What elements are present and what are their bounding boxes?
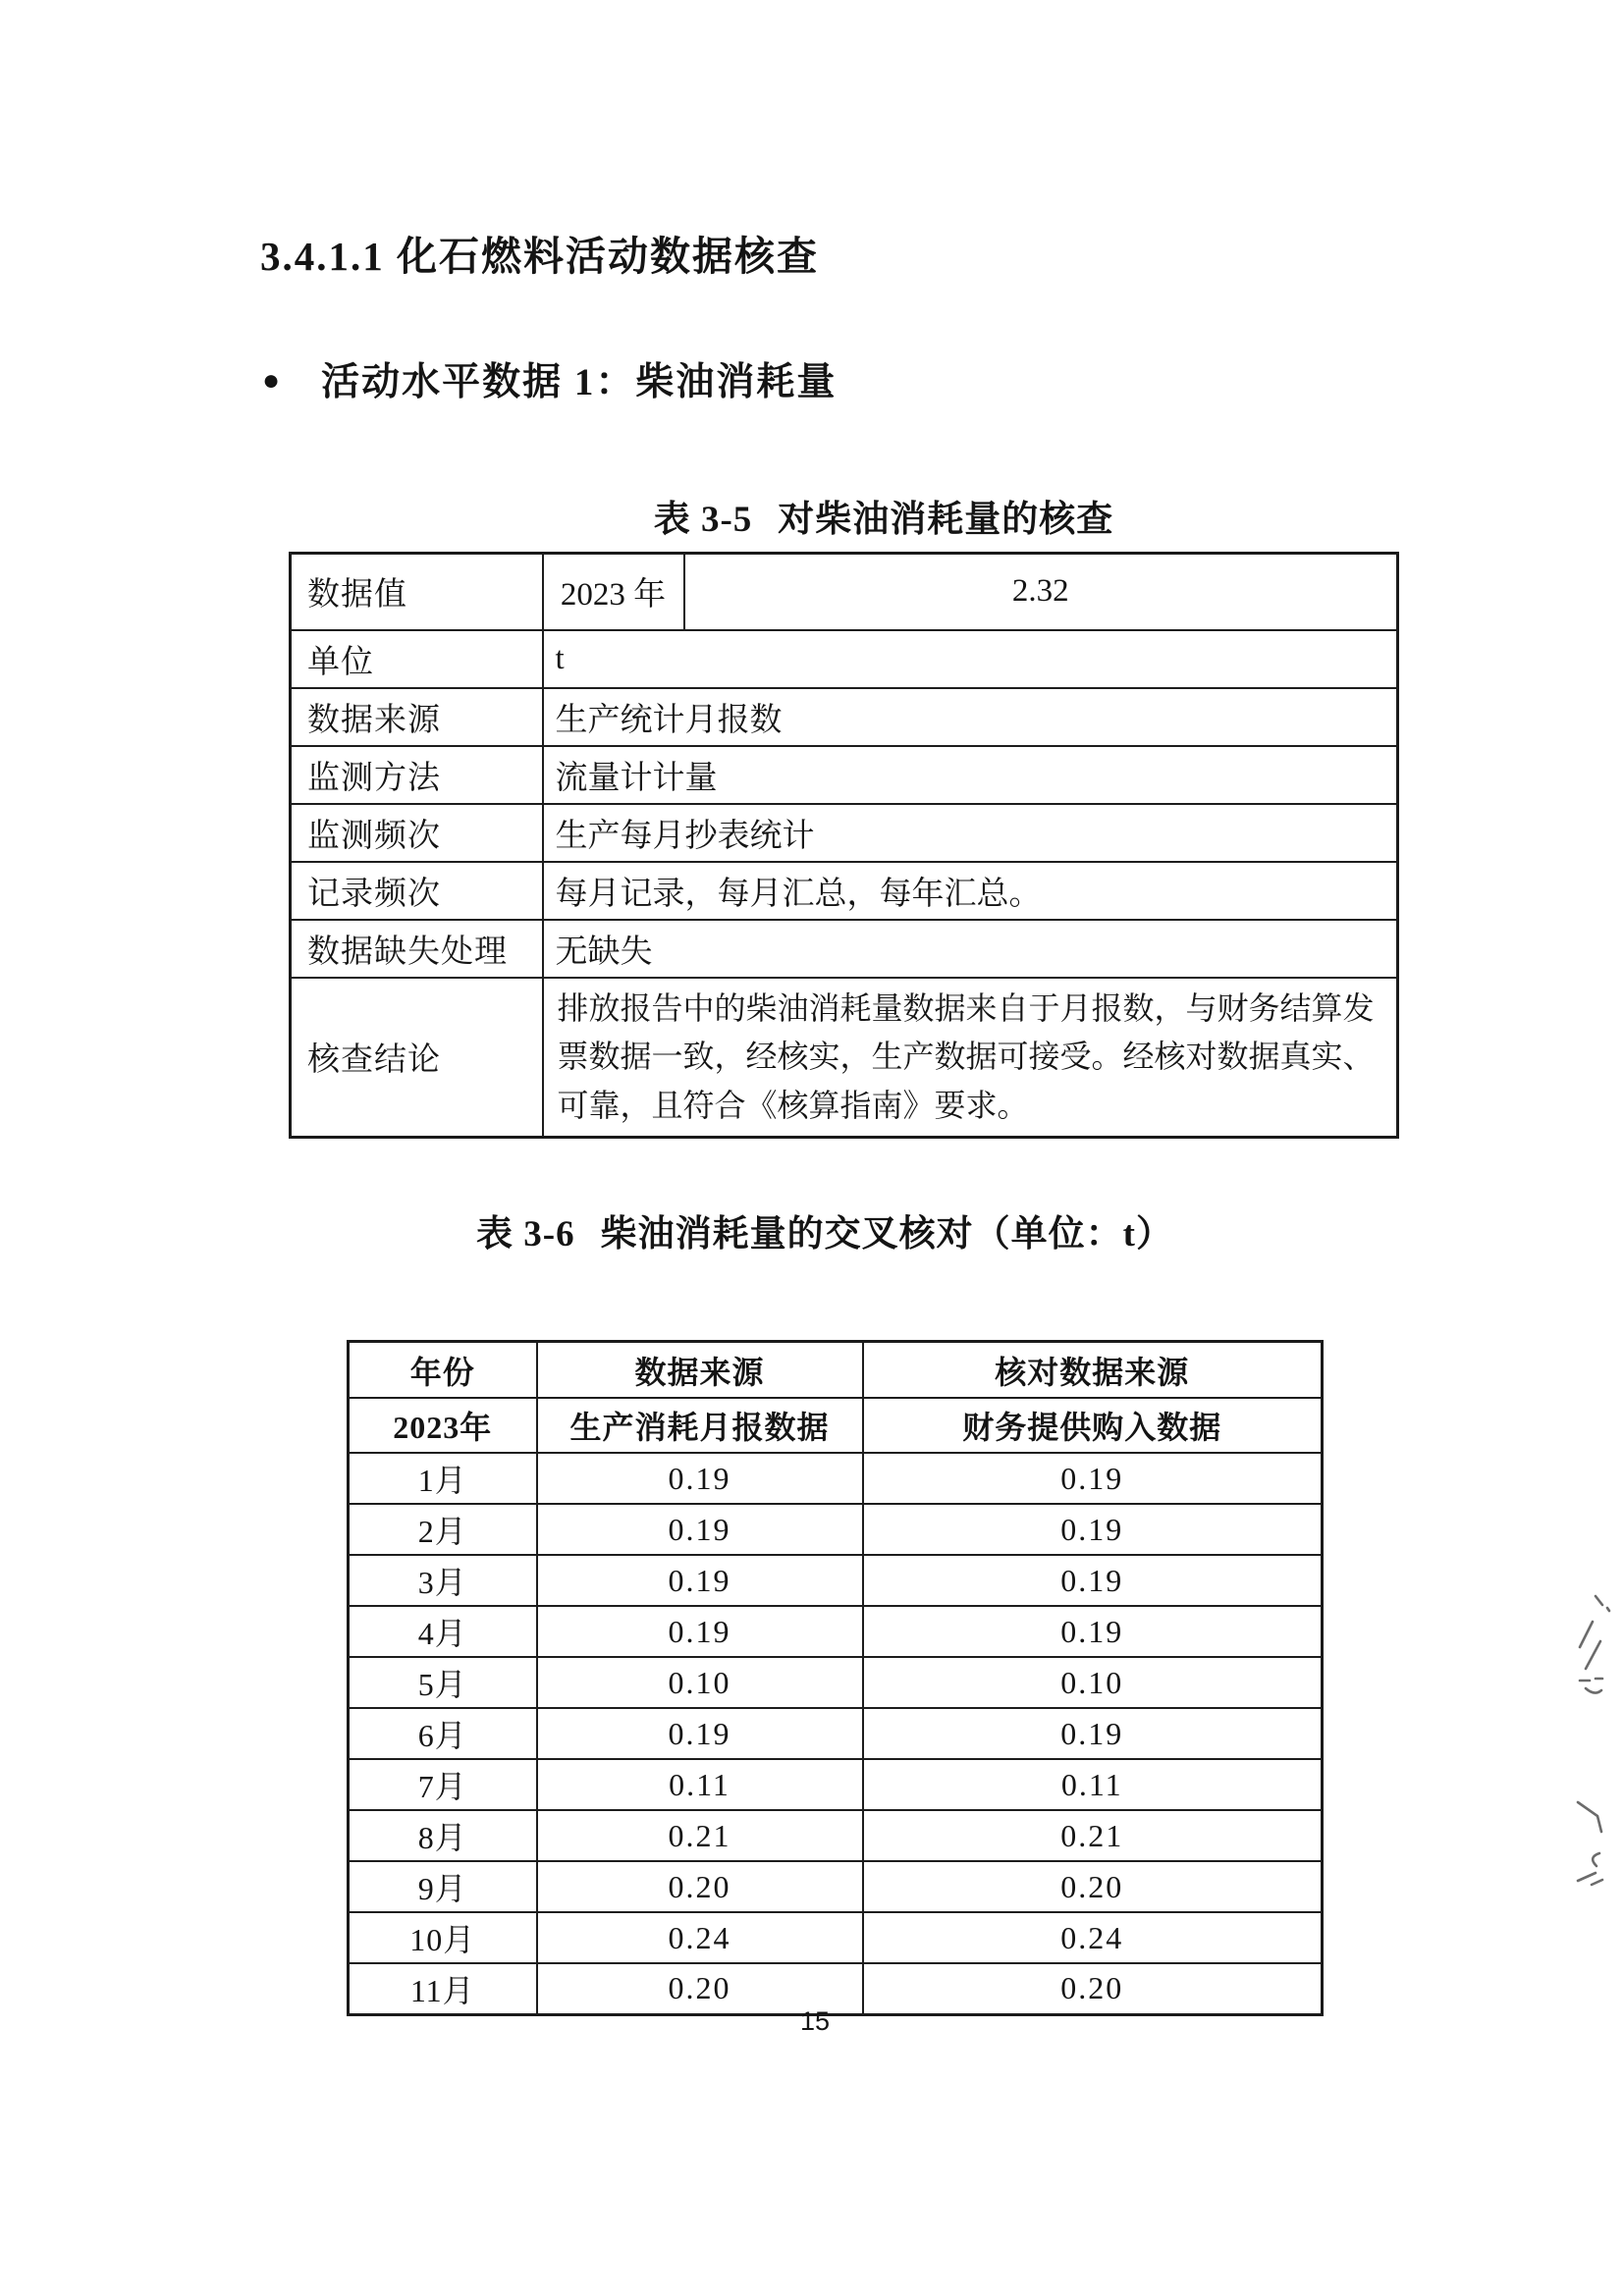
table-row: [349, 1657, 1323, 1708]
table-3-6-cross-check: [347, 1340, 1324, 2016]
t36-month-cell: 11月: [349, 1963, 537, 2014]
t36-month-cell: 2月: [349, 1504, 537, 1555]
t35-row-label: 记录频次: [291, 862, 543, 920]
t36-month-cell: 3月: [349, 1555, 537, 1606]
t36-value-cell: 0.24: [863, 1912, 1323, 1963]
t36-value-cell: 0.21: [537, 1810, 863, 1861]
table-row: [291, 688, 1398, 746]
table-row: [291, 978, 1398, 1138]
t36-month-cell: 8月: [349, 1810, 537, 1861]
t36-value-cell: 0.19: [863, 1708, 1323, 1759]
t36-value-cell: 0.19: [537, 1453, 863, 1504]
t36-subheader-cell: 生产消耗月报数据: [537, 1398, 863, 1453]
t36-month-cell: 7月: [349, 1759, 537, 1810]
t36-header-cell: 年份: [349, 1342, 537, 1399]
t35-value-cell: 生产统计月报数: [543, 688, 1398, 746]
table-row: [349, 1555, 1323, 1606]
table-row: [291, 746, 1398, 804]
t35-value-cell: 无缺失: [543, 920, 1398, 978]
table-header-row: [349, 1342, 1323, 1399]
section-heading: 3.4.1.1 化石燃料活动数据核查: [260, 234, 819, 279]
t36-value-cell: 0.19: [537, 1606, 863, 1657]
t35-year-cell: 2023 年: [543, 554, 684, 630]
t36-value-cell: 0.20: [863, 1861, 1323, 1912]
t36-value-cell: 0.20: [537, 1963, 863, 2014]
table-row: [291, 630, 1398, 688]
t35-row-label: 数据值: [291, 554, 543, 630]
t36-value-cell: 0.21: [863, 1810, 1323, 1861]
t36-value-cell: 0.19: [863, 1606, 1323, 1657]
handwriting-mark: [1566, 1588, 1615, 1716]
t36-subheader-cell: 财务提供购入数据: [863, 1398, 1323, 1453]
t36-month-cell: 4月: [349, 1606, 537, 1657]
t35-value-cell: 每月记录，每月汇总，每年汇总。: [543, 862, 1398, 920]
t36-subheader-cell: 2023年: [349, 1398, 537, 1453]
t36-header-cell: 核对数据来源: [863, 1342, 1323, 1399]
bullet-item-label: 活动水平数据 1：柴油消耗量: [321, 361, 838, 403]
table-3-5-caption: 表 3-5 对柴油消耗量的核查: [653, 500, 1114, 540]
t36-month-cell: 10月: [349, 1912, 537, 1963]
t36-month-cell: 6月: [349, 1708, 537, 1759]
page-number: 15: [799, 2006, 831, 2036]
bullet-line: [262, 351, 837, 406]
t35-value-cell: 生产每月抄表统计: [543, 804, 1398, 862]
table-row: [349, 1861, 1323, 1912]
t36-month-cell: 5月: [349, 1657, 537, 1708]
table-row: [349, 1453, 1323, 1504]
t35-row-label: 核查结论: [291, 978, 543, 1138]
table-subheader-row: [349, 1398, 1323, 1453]
t36-value-cell: 0.19: [863, 1504, 1323, 1555]
table-row: [291, 804, 1398, 862]
t36-value-cell: 0.19: [537, 1708, 863, 1759]
t36-value-cell: 0.24: [537, 1912, 863, 1963]
table-row: [291, 554, 1398, 630]
table-row: [349, 1759, 1323, 1810]
table-row: [349, 1912, 1323, 1963]
t35-value-cell: 流量计计量: [543, 746, 1398, 804]
t35-row-label: 监测方法: [291, 746, 543, 804]
t36-value-cell: 0.19: [863, 1453, 1323, 1504]
t35-row-label: 数据来源: [291, 688, 543, 746]
t36-value-cell: 0.20: [537, 1861, 863, 1912]
t36-value-cell: 0.19: [863, 1555, 1323, 1606]
table-row: [349, 1606, 1323, 1657]
t35-value-cell: 2.32: [684, 554, 1398, 630]
table-3-6-caption: 表 3-6 柴油消耗量的交叉核对（单位：t）: [476, 1214, 1173, 1255]
handwriting-mark: [1566, 1794, 1620, 1893]
t36-month-cell: 1月: [349, 1453, 537, 1504]
t35-row-label: 单位: [291, 630, 543, 688]
table-3-5-verification: [289, 552, 1399, 1139]
t35-row-label: 监测频次: [291, 804, 543, 862]
table-row: [291, 920, 1398, 978]
t36-value-cell: 0.10: [537, 1657, 863, 1708]
t36-value-cell: 0.20: [863, 1963, 1323, 2014]
t35-value-cell: t: [543, 630, 1398, 688]
t36-header-cell: 数据来源: [537, 1342, 863, 1399]
t36-month-cell: 9月: [349, 1861, 537, 1912]
table-row: [349, 1810, 1323, 1861]
table-row: [291, 862, 1398, 920]
table-row: [349, 1504, 1323, 1555]
table-row: [349, 1708, 1323, 1759]
t36-value-cell: 0.11: [537, 1759, 863, 1810]
t36-value-cell: 0.10: [863, 1657, 1323, 1708]
t36-value-cell: 0.11: [863, 1759, 1323, 1810]
t35-value-cell: 排放报告中的柴油消耗量数据来自于月报数，与财务结算发票数据一致，经核实，生产数据可接受。经核对数据真实、可靠，且符合《核算指南》要求。: [543, 978, 1398, 1138]
bullet-icon: ●: [262, 364, 283, 397]
t35-row-label: 数据缺失处理: [291, 920, 543, 978]
t36-value-cell: 0.19: [537, 1504, 863, 1555]
t36-value-cell: 0.19: [537, 1555, 863, 1606]
